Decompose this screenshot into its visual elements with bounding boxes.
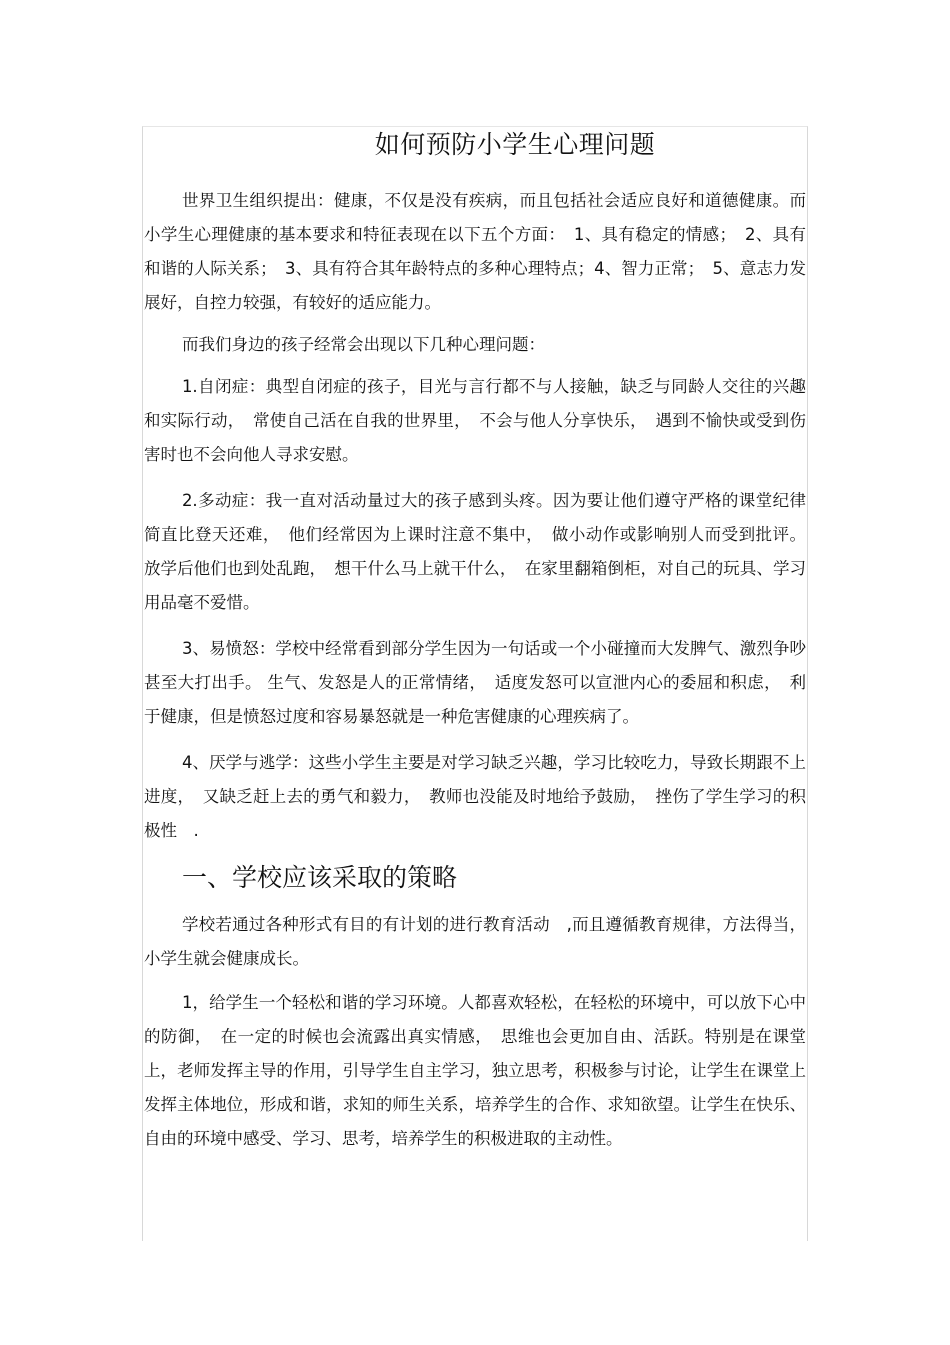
paragraph-anger: 3、易愤怒：学校中经常看到部分学生因为一句话或一个小碰撞而大发脾气、激烈争吵甚至大打出手。 生气、发怒是人的正常情绪， 适度发怒可以宣泄内心的委屈和积虑， 利于健康，但是愤怒过度和容易暴怒就是一种危害健康的心理疾病了。 xyxy=(144,639,806,726)
document-body xyxy=(144,128,806,1156)
section-heading: 一、学校应该采取的策略 xyxy=(182,863,458,892)
document-title: 如何预防小学生心理问题 xyxy=(374,130,656,159)
paragraph-school-intro: 学校若通过各种形式有目的有计划的进行教育活动 ,而且遵循教育规律，方法得当，小学生就会健康成长。 xyxy=(144,915,806,968)
paragraph-autism: 1.自闭症：典型自闭症的孩子，目光与言行都不与人接触，缺乏与同龄人交往的兴趣和实际行动， 常使自己活在自我的世界里， 不会与他人分享快乐， 遇到不愉快或受到伤害时也不会向他人寻求安慰。 xyxy=(144,377,806,464)
paragraph-health-definition: 世界卫生组织提出：健康，不仅是没有疾病，而且包括社会适应良好和道德健康。而小学生心理健康的基本要求和特征表现在以下五个方面： 1、具有稳定的情感； 2、具有和谐的人际关系； 3、具有符合其年龄特点的多种心理特点；4、智力正常； 5、意志力发展好，自控力较强，有较好的适应能力。 xyxy=(144,191,806,312)
paragraph-learning-environment: 1，给学生一个轻松和谐的学习环境。人都喜欢轻松，在轻松的环境中，可以放下心中的防御， 在一定的时候也会流露出真实情感， 思维也会更加自由、活跃。特别是在课堂上，老师发挥主导的作用，引导学生自主学习，独立思考，积极参与讨论，让学生在课堂上发挥主体地位，形成和谐，求知的师生关系，培养学生的合作、求知欲望。让学生在快乐、自由的环境中感受、学习、思考，培养学生的积极进取的主动性。 xyxy=(144,993,806,1148)
paragraph-problems-intro: 而我们身边的孩子经常会出现以下几种心理问题： xyxy=(181,335,545,354)
paragraph-adhd: 2.多动症：我一直对活动量过大的孩子感到头疼。因为要让他们遵守严格的课堂纪律简直比登天还难， 他们经常因为上课时注意不集中， 做小动作或影响别人而受到批评。 放学后他们也到处乱跑， 想干什么马上就干什么， 在家里翻箱倒柜，对自己的玩具、学习用品毫不爱惜。 xyxy=(144,491,806,612)
paragraph-school-aversion: 4、厌学与逃学：这些小学生主要是对学习缺乏兴趣，学习比较吃力，导致长期跟不上进度， 又缺乏赶上去的勇气和毅力， 教师也没能及时地给予鼓励， 挫伤了学生学习的积极性 . xyxy=(144,753,806,840)
